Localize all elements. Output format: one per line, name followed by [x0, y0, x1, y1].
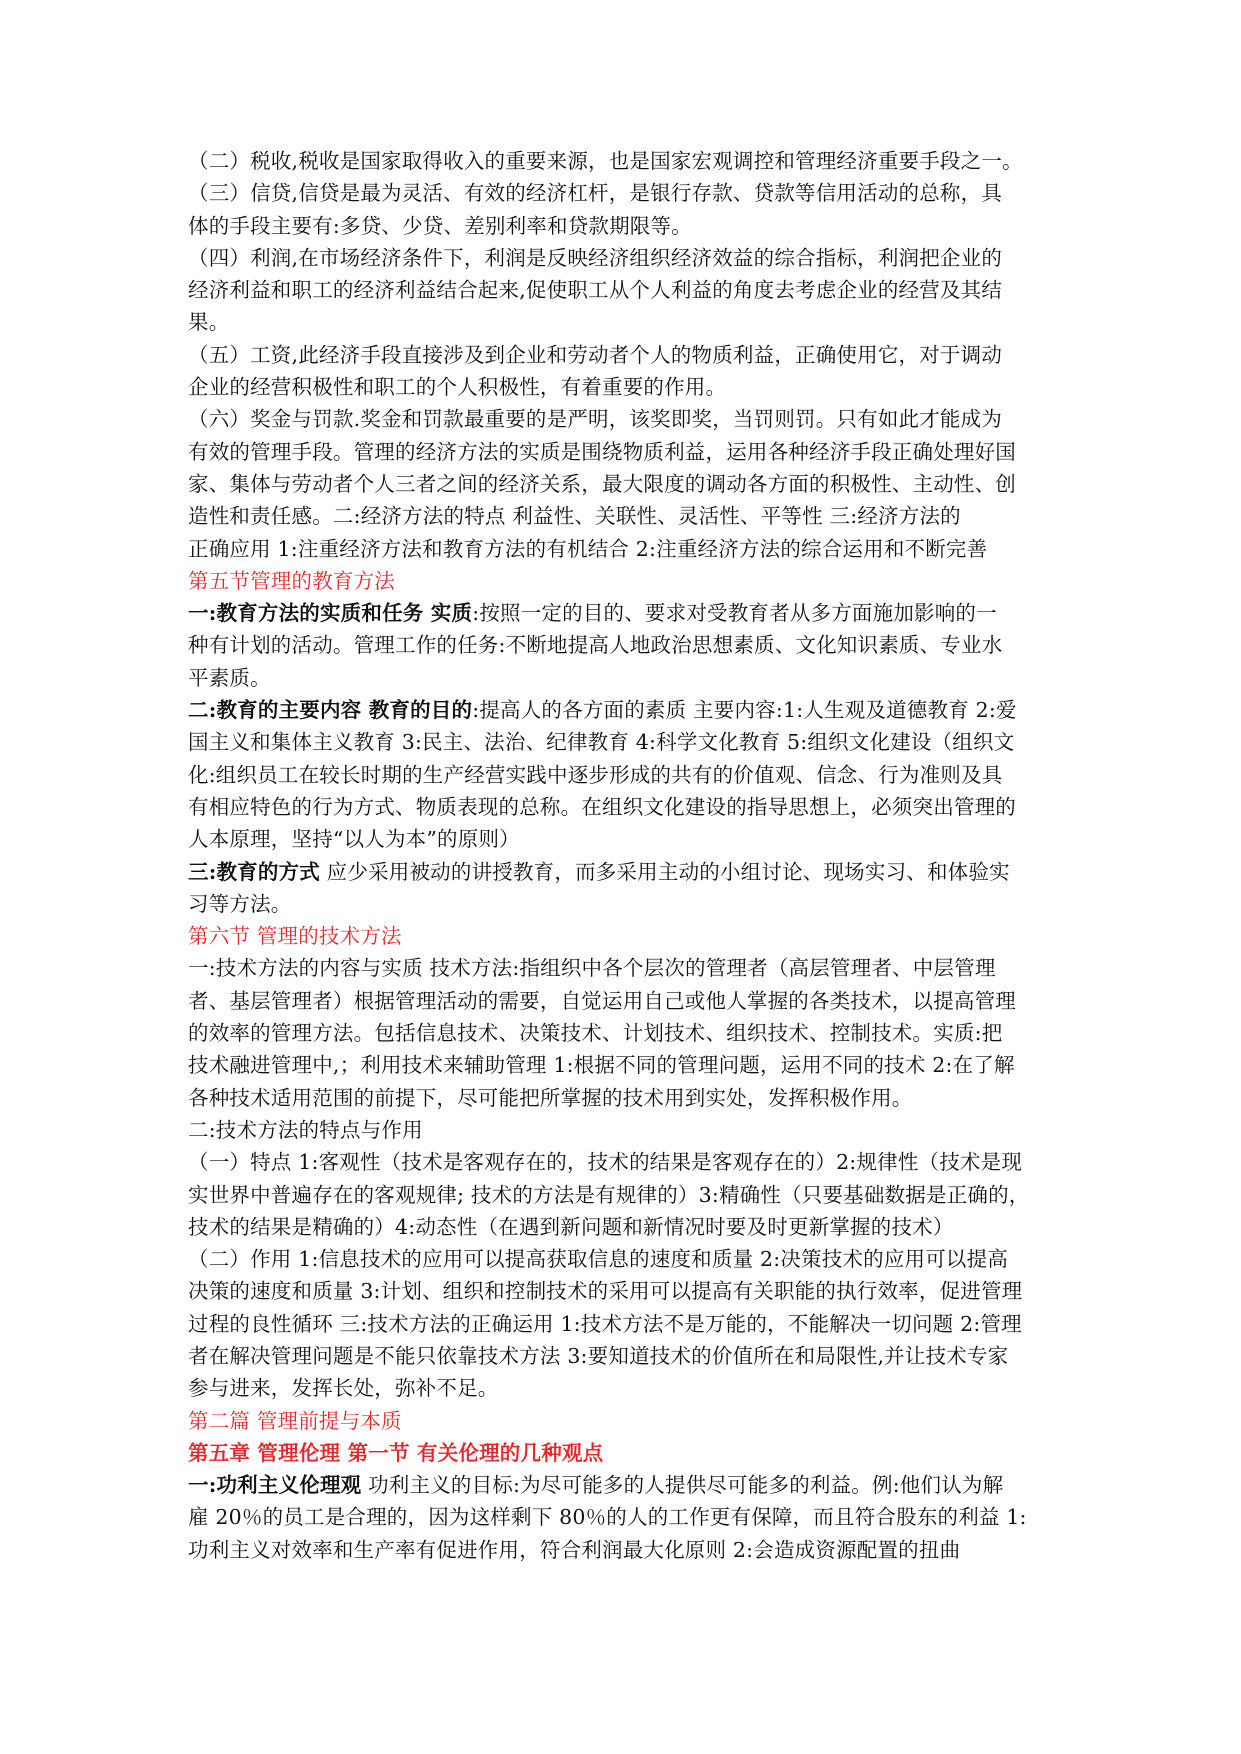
text-segment: 功利主义对效率和生产率有促进作用，符合利润最大化原则 2:会造成资源配置的扭曲	[188, 1537, 961, 1562]
text-line	[188, 759, 1059, 791]
text-segment: （二）税收,税收是国家取得收入的重要来源，也是国家宏观调控和管理经济重要手段之一。	[188, 149, 1023, 173]
text-line	[188, 1146, 1059, 1178]
text-segment: （六）奖金与罚款.奖金和罚款最重要的是严明，该奖即奖，当罚则罚。只有如此才能成为	[188, 407, 1003, 432]
text-segment: 果。	[188, 310, 230, 335]
text-line	[188, 177, 1059, 209]
text-line	[188, 210, 1059, 242]
text-segment: 二:技术方法的特点与作用	[188, 1117, 423, 1142]
text-segment: 第六节 管理的技术方法	[188, 924, 402, 949]
text-segment: 决策的速度和质量 3:计划、组织和控制技术的采用可以提高有关职能的执行效率，促进管理	[188, 1279, 1023, 1304]
text-segment: 人本原理，坚持“以人为本”的原则）	[188, 827, 520, 852]
text-segment: 体的手段主要有:多贷、少贷、差别利率和贷款期限等。	[188, 213, 692, 238]
text-segment: 企业的经营积极性和职工的个人积极性，有着重要的作用。	[188, 375, 727, 400]
text-segment: 参与进来，发挥长处，弥补不足。	[188, 1376, 499, 1401]
text-line	[188, 985, 1059, 1017]
text-segment: 平素质。	[188, 665, 271, 690]
text-segment: 二:教育的主要内容 教育的目的	[188, 698, 473, 723]
text-line	[188, 1114, 1059, 1146]
text-line	[188, 403, 1059, 435]
text-segment: 功利主义的目标:为尽可能多的人提供尽可能多的利益。例:他们认为解	[361, 1473, 1004, 1498]
text-line	[188, 791, 1059, 823]
text-segment: 雇 20％的员工是合理的，因为这样剩下 80％的人的工作更有保障，而且符合股东的利益 1:	[188, 1505, 1027, 1530]
text-segment: 国主义和集体主义教育 3:民主、法治、纪律教育 4:科学文化教育 5:组织文化建设（组织文	[188, 730, 1015, 755]
text-segment: 种有计划的活动。管理工作的任务:不断地提高人地政治思想素质、文化知识素质、专业水	[188, 633, 1003, 658]
text-line	[188, 1534, 1059, 1566]
text-segment: 应少采用被动的讲授教育，而多采用主动的小组讨论、现场实习、和体验实	[319, 859, 1010, 884]
text-line	[188, 629, 1059, 661]
text-segment: （三）信贷,信贷是最为灵活、有效的经济杠杆，是银行存款、贷款等信用活动的总称，具	[188, 181, 1003, 206]
text-line	[188, 1469, 1059, 1501]
text-segment: 者在解决管理问题是不能只依靠技术方法 3:要知道技术的价值所在和局限性,并让技术专家	[188, 1343, 1009, 1368]
text-segment: （五）工资,此经济手段直接涉及到企业和劳动者个人的物质利益，正确使用它，对于调动	[188, 342, 1003, 367]
text-segment: :提高人的各方面的素质 主要内容:1:人生观及道德教育 2:爱	[472, 698, 1017, 723]
text-line	[188, 1082, 1059, 1114]
text-line	[188, 920, 1059, 952]
text-line	[188, 339, 1059, 371]
text-segment: 者、基层管理者）根据管理活动的需要，自觉运用自己或他人掌握的各类技术，以提高管理	[188, 988, 1016, 1013]
text-line	[188, 662, 1059, 694]
text-segment: :按照一定的目的、要求对受教育者从多方面施加影响的一	[472, 601, 997, 626]
text-segment: 过程的良性循环 三:技术方法的正确运用 1:技术方法不是万能的，不能解决一切问题 2:管理	[188, 1311, 1022, 1336]
text-segment: 经济利益和职工的经济利益结合起来,促使职工从个人利益的角度去考虑企业的经营及其结	[188, 278, 1003, 303]
text-segment: 有相应特色的行为方式、物质表现的总称。在组织文化建设的指导思想上，必须突出管理的	[188, 794, 1016, 819]
text-segment: 实世界中普遍存在的客观规律; 技术的方法是有规律的）3:精确性（只要基础数据是正确的，	[188, 1182, 1030, 1207]
text-line	[188, 371, 1059, 403]
text-segment: 化:组织员工在较长时期的生产经营实践中逐步形成的共有的价值观、信念、行为准则及具	[188, 762, 1003, 787]
text-segment: 三:教育的方式	[188, 859, 320, 884]
text-line	[188, 823, 1059, 855]
text-segment: 有效的管理手段。管理的经济方法的实质是围绕物质利益，运用各种经济手段正确处理好国	[188, 439, 1016, 464]
text-line	[188, 1243, 1059, 1275]
text-segment: 一:技术方法的内容与实质 技术方法:指组织中各个层次的管理者（高层管理者、中层管理	[188, 956, 996, 981]
text-line	[188, 1437, 1059, 1469]
text-line	[188, 726, 1059, 758]
text-segment: 技术融进管理中,；利用技术来辅助管理 1:根据不同的管理问题，运用不同的技术 2:在了解	[188, 1053, 1015, 1078]
text-segment: 习等方法。	[188, 891, 292, 916]
text-line	[188, 500, 1059, 532]
text-segment: 第五章 管理伦理 第一节 有关伦理的几种观点	[188, 1440, 604, 1465]
text-line	[188, 306, 1059, 338]
text-line	[188, 856, 1059, 888]
text-segment: 第二篇 管理前提与本质	[188, 1408, 402, 1433]
text-line	[188, 274, 1059, 306]
text-line	[188, 888, 1059, 920]
text-segment: 技术的结果是精确的）4:动态性（在遇到新问题和新情况时要及时更新掌握的技术）	[188, 1214, 954, 1239]
text-segment: 第五节管理的教育方法	[188, 568, 395, 593]
text-line	[188, 1340, 1059, 1372]
text-line	[188, 145, 1059, 177]
text-segment: 一:教育方法的实质和任务 实质	[188, 601, 473, 626]
text-segment: （四）利润,在市场经济条件下，利润是反映经济组织经济效益的综合指标，利润把企业的	[188, 245, 1003, 270]
text-line	[188, 597, 1059, 629]
text-line	[188, 436, 1059, 468]
text-segment: （一）特点 1:客观性（技术是客观存在的，技术的结果是客观存在的）2:规律性（技术是现	[188, 1150, 1023, 1175]
text-line	[188, 1275, 1059, 1307]
text-line	[188, 468, 1059, 500]
text-line	[188, 1017, 1059, 1049]
text-line	[188, 1308, 1059, 1340]
text-line	[188, 533, 1059, 565]
text-segment: 正确应用 1:注重经济方法和教育方法的有机结合 2:注重经济方法的综合运用和不断完善	[188, 536, 988, 561]
text-line	[188, 1211, 1059, 1243]
text-segment: 家、集体与劳动者个人三者之间的经济关系，最大限度的调动各方面的积极性、主动性、创	[188, 471, 1016, 496]
text-line	[188, 1372, 1059, 1404]
text-line	[188, 1501, 1059, 1533]
text-line	[188, 242, 1059, 274]
text-line	[188, 952, 1059, 984]
text-segment: 造性和责任感。二:经济方法的特点 利益性、关联性、灵活性、平等性 三:经济方法的	[188, 504, 961, 529]
text-segment: 的效率的管理方法。包括信息技术、决策技术、计划技术、组织技术、控制技术。实质:把	[188, 1021, 1003, 1046]
text-line	[188, 565, 1059, 597]
text-line	[188, 1049, 1059, 1081]
text-segment: 各种技术适用范围的前提下，尽可能把所掌握的技术用到实处，发挥积极作用。	[188, 1085, 913, 1110]
text-segment: 一:功利主义伦理观	[188, 1473, 362, 1498]
text-line	[188, 1405, 1059, 1437]
text-line	[188, 694, 1059, 726]
text-segment: （二）作用 1:信息技术的应用可以提高获取信息的速度和质量 2:决策技术的应用可以提高	[188, 1247, 1009, 1272]
text-line	[188, 1179, 1059, 1211]
